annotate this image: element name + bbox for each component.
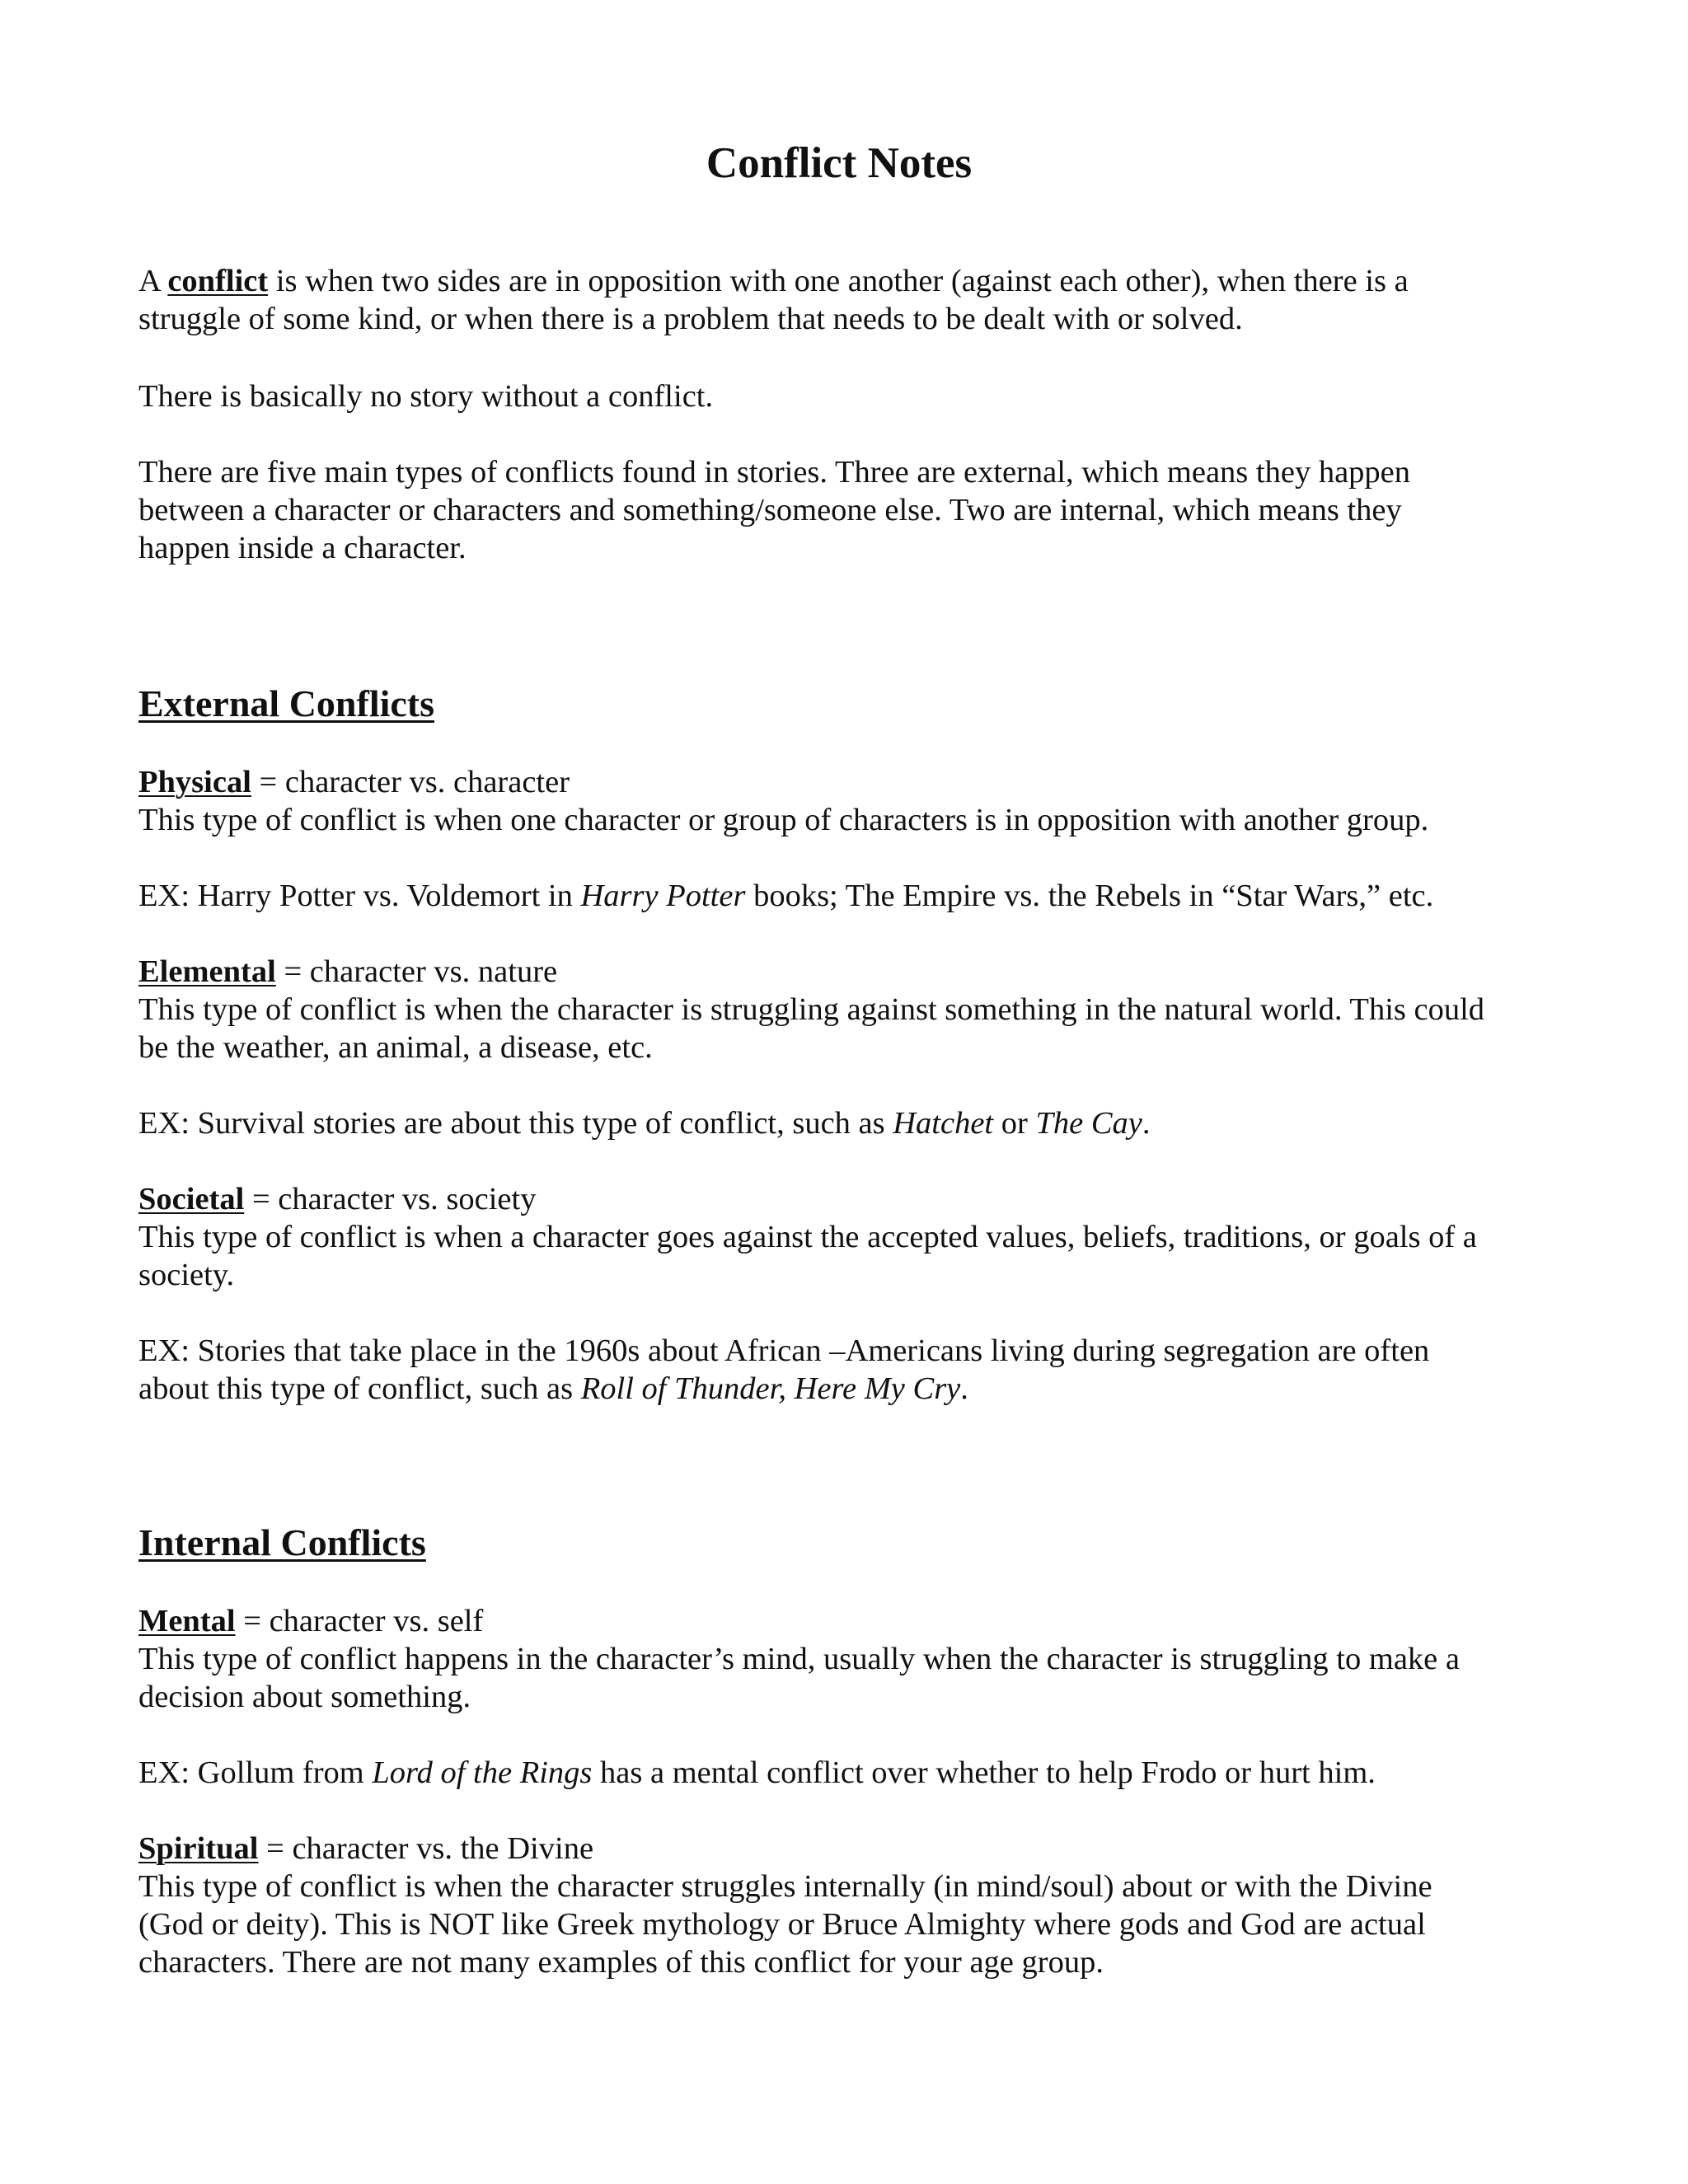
intro-paragraph-story: There is basically no story without a conflict. [138, 379, 714, 414]
elemental-def: = character vs. nature [275, 954, 558, 989]
physical-description: This type of conflict is when one character or group of characters is in opposition with another group. [138, 803, 1429, 837]
mental-def: = character vs. self [235, 1604, 484, 1638]
page-title: Conflict Notes [706, 139, 973, 187]
spiritual-def: = character vs. the Divine [258, 1831, 594, 1866]
mental-title-line [138, 1602, 1556, 1640]
mental-term: Mental [138, 1604, 236, 1638]
types-line-1: There are five main types of conflicts found in stories. Three are external, which means they happen [138, 455, 1410, 490]
intro-paragraph-definition [138, 262, 1556, 338]
societal-conflict-definition [138, 1180, 1556, 1294]
spiritual-conflict-definition [138, 1830, 1556, 1981]
societal-example-title: Roll of Thunder, Here My Cry [580, 1371, 961, 1406]
elemental-example-title-2: The Cay [1035, 1106, 1142, 1141]
mental-conflict-definition [138, 1602, 1556, 1716]
mental-example-b: has a mental conflict over whether to help Frodo or hurt him. [592, 1755, 1376, 1790]
societal-example-a: about this type of conflict, such as [138, 1371, 581, 1406]
societal-description-2: society. [138, 1258, 235, 1292]
societal-term: Societal [138, 1182, 245, 1216]
physical-example-line [138, 877, 1556, 915]
mental-example [138, 1754, 1556, 1792]
elemental-description-2: be the weather, an animal, a disease, etc. [138, 1030, 653, 1065]
spiritual-description-2: (God or deity). This is NOT like Greek mythology or Bruce Almighty where gods and God are actual [138, 1907, 1426, 1942]
mental-description-1: This type of conflict happens in the character’s mind, usually when the character is struggling to make a [138, 1642, 1460, 1676]
elemental-title-line [138, 953, 1556, 991]
societal-example [138, 1332, 1556, 1408]
elemental-example [138, 1104, 1556, 1142]
spiritual-term: Spiritual [138, 1831, 259, 1866]
elemental-description-1: This type of conflict is when the character is struggling against something in the natural world. This could [138, 992, 1485, 1027]
external-conflicts-heading: External Conflicts [138, 682, 435, 724]
intro-paragraph-types [138, 453, 1556, 567]
elemental-example-b: or [993, 1106, 1036, 1141]
types-line-2: between a character or characters and something/someone else. Two are internal, which means they [138, 493, 1402, 527]
societal-example-b: . [960, 1371, 968, 1406]
elemental-example-c: . [1142, 1106, 1151, 1141]
societal-description-1: This type of conflict is when a character goes against the accepted values, beliefs, traditions, or goals of a [138, 1220, 1477, 1254]
intro-line-1-rest: is when two sides are in opposition with one another (against each other), when there is a [268, 264, 1409, 298]
physical-example [138, 877, 1556, 915]
physical-example-b: books; The Empire vs. the Rebels in “Star Wars,” etc. [745, 879, 1434, 913]
types-line-3: happen inside a character. [138, 531, 467, 565]
elemental-term: Elemental [138, 954, 276, 989]
societal-def: = character vs. society [244, 1182, 537, 1216]
mental-description-2: decision about something. [138, 1680, 471, 1714]
intro-line-2: struggle of some kind, or when there is a problem that needs to be dealt with or solved. [138, 302, 1243, 336]
mental-example-line [138, 1754, 1556, 1792]
spiritual-title-line [138, 1830, 1556, 1868]
spiritual-description-3: characters. There are not many examples of this conflict for your age group. [138, 1945, 1104, 1980]
intro-line-1 [138, 262, 1556, 300]
elemental-conflict-definition [138, 953, 1556, 1066]
societal-title-line [138, 1180, 1556, 1218]
physical-title-line [138, 763, 1556, 801]
physical-term: Physical [138, 765, 251, 799]
societal-example-line-2 [138, 1370, 1556, 1408]
mental-example-title: Lord of the Rings [372, 1755, 593, 1790]
societal-example-line-1: EX: Stories that take place in the 1960s about African –Americans living during segregation are often [138, 1333, 1430, 1368]
elemental-example-a: EX: Survival stories are about this type of conflict, such as [138, 1106, 893, 1141]
physical-def: = character vs. character [251, 765, 570, 799]
mental-example-a: EX: Gollum from [138, 1755, 373, 1790]
internal-conflicts-heading: Internal Conflicts [138, 1521, 426, 1563]
spiritual-description-1: This type of conflict is when the character struggles internally (in mind/soul) about or with the Divine [138, 1869, 1432, 1904]
physical-example-a: EX: Harry Potter vs. Voldemort in [138, 879, 581, 913]
elemental-example-line [138, 1104, 1556, 1142]
physical-example-title: Harry Potter [580, 879, 746, 913]
conflict-term: conflict [167, 264, 269, 298]
elemental-example-title-1: Hatchet [893, 1106, 994, 1141]
physical-conflict-definition [138, 763, 1556, 839]
intro-prefix: A [138, 264, 168, 298]
